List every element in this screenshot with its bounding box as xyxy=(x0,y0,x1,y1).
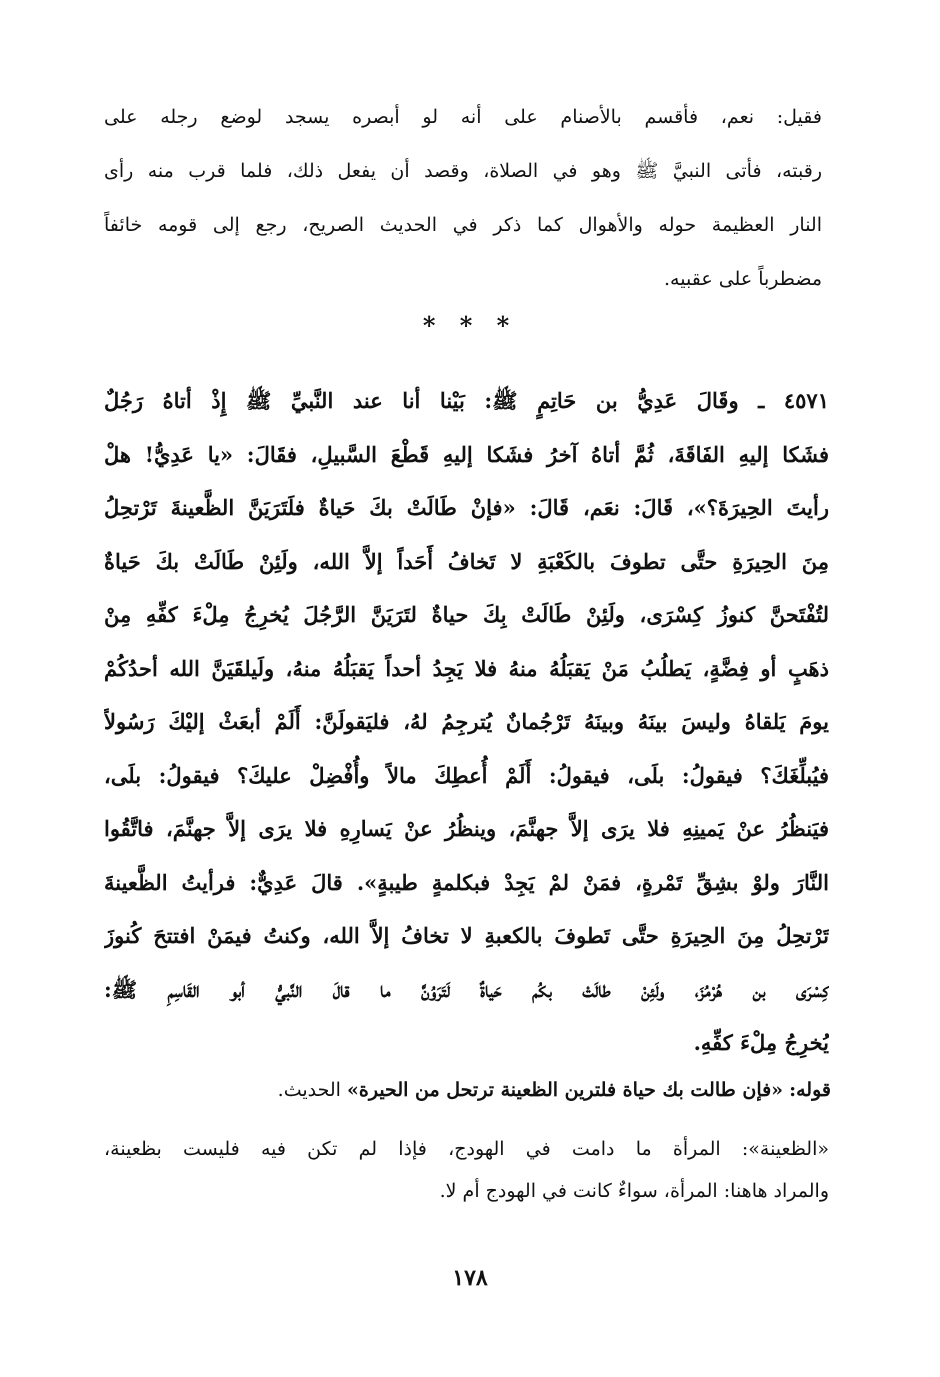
hadith-line: كِسْرَى بن هُرْمُزَ، ولَئِنْ طالَتْ بكُم حَياةٌ لَتَرَوُنَّ ما قالَ النَّبيُّ أبو القَاسِمِ ﷺ: xyxy=(104,976,829,1002)
intro-line: النار العظيمة حوله والأهوال كما ذكر في الحديث الصريح، رجع إلى قومه خائفاً xyxy=(104,214,822,236)
intro-paragraph xyxy=(104,90,822,306)
page-number: ١٧٨ xyxy=(452,1265,488,1291)
hadith-paragraph xyxy=(104,374,829,1070)
hadith-line: يومَ يَلقاهُ وليسَ بينَهُ وبينَهُ تَرْجُمانٌ يُترجِمُ لهُ، فليَقولَنَّ: أَلَمْ أبعَثْ إليْكَ رَسُولاً xyxy=(104,709,829,734)
defined-term: «الظعينة» xyxy=(748,1138,829,1160)
commentary-line xyxy=(104,1128,829,1170)
commentary-line: والمراد هاهنا: المرأة، سواءٌ كانت في الهودج أم لا. xyxy=(439,1180,829,1202)
hadith-line: يُخرِجُ مِلْءَ كفِّهِ. xyxy=(693,1030,829,1055)
intro-line: فقيل: نعم، فأقسم بالأصنام على أنه لو أبصره يسجد لوضع رجله على xyxy=(104,106,822,128)
commentary-definition xyxy=(104,1128,829,1212)
hadith-line: رأيتَ الحِيرَةَ؟»، قَالَ: نعَم، قَالَ: «فإنْ طَالَتْ بكَ حَياةٌ فلَتَرَيَنَّ الظَّعينةَ تَرْتحِلُ xyxy=(104,495,829,520)
commentary-suffix: الحديث. xyxy=(277,1079,341,1101)
section-separator: * * * xyxy=(422,311,518,340)
commentary-heading xyxy=(118,1070,831,1110)
hadith-line: تَرْتحِلُ مِنَ الحِيرَةِ حتَّى تَطوفَ بالكعبةِ لا تخافُ إلاَّ الله، وكنتُ فيمَنْ افتتحَ كُنوزَ xyxy=(104,923,829,948)
intro-line: رقبته، فأتى النبيَّ ﷺ وهو في الصلاة، وقصد أن يفعل ذلك، فلما قرب منه رأى xyxy=(104,160,822,182)
definition-text: : المرأة ما دامت في الهودج، فإذا لم تكن فيه فليست بظعينة، xyxy=(104,1138,749,1160)
commentary-line xyxy=(118,1070,831,1110)
intro-line: مضطرباً على عقبيه. xyxy=(664,268,822,290)
hadith-line: فيَنظُرُ عنْ يَمينِهِ فلا يرَى إلاَّ جهنَّمَ، وينظُرُ عنْ يَسارِهِ فلا يرَى إلاَّ جهنَّمَ، فاتَّقُوا xyxy=(104,816,829,841)
hadith-line: ٤٥٧١ ـ وقَالَ عَدِيُّ بن حَاتِمٍ ﷺ: بَيْنا أنا عند النَّبيِّ ﷺ إِذْ أتاهُ رَجُلٌ xyxy=(104,388,829,413)
commentary-prefix: قوله: xyxy=(789,1079,831,1101)
hadith-line: فيُبلِّغَكَ؟ فيقولُ: بلَى، فيقولُ: أَلَمْ أُعطِكَ مالاً وأُفْضِلْ عليكَ؟ فيقولُ: بلَى، xyxy=(104,762,829,788)
hadith-line: النَّارَ ولوْ بشِقِّ تَمْرةٍ، فمَنْ لمْ يَجِدْ فبكلمةٍ طيبةٍ». قالَ عَدِيٌّ: فرأيتُ الظَّعينةَ xyxy=(104,869,829,895)
commentary-quote: «فإن طالت بك حياة فلترين الظعينة ترتحل من الحيرة» xyxy=(347,1079,784,1101)
hadith-line: ذهَبٍ أو فِضَّةٍ، يَطلُبُ مَنْ يَقبَلُهُ منهُ فلا يَجِدُ أحداً يَقبَلُهُ منهُ، ولَيلقَيَنَّ الله أحدُكُمْ xyxy=(104,655,829,681)
hadith-line: لتُفْتَحنَّ كنوزُ كِسْرَى، ولَئِنْ طَالَتْ بِكَ حياةٌ لتَرَيَنَّ الرَّجُلَ يُخرِجُ مِلْءَ كفِّهِ مِنْ xyxy=(104,602,829,627)
hadith-line: مِنَ الحِيرَةِ حتَّى تطوفَ بالكَعْبَةِ لا تَخافُ أَحَداً إلاَّ الله، ولَئِنْ طَالَتْ بكَ حَياةٌ xyxy=(104,548,829,574)
hadith-line: فشَكا إليهِ الفَاقَةَ، ثُمَّ أتاهُ آخرُ فشَكا إليهِ قَطْعَ السَّبيلِ، فقَالَ: «يا عَدِيُّ! هلْ xyxy=(104,441,829,467)
